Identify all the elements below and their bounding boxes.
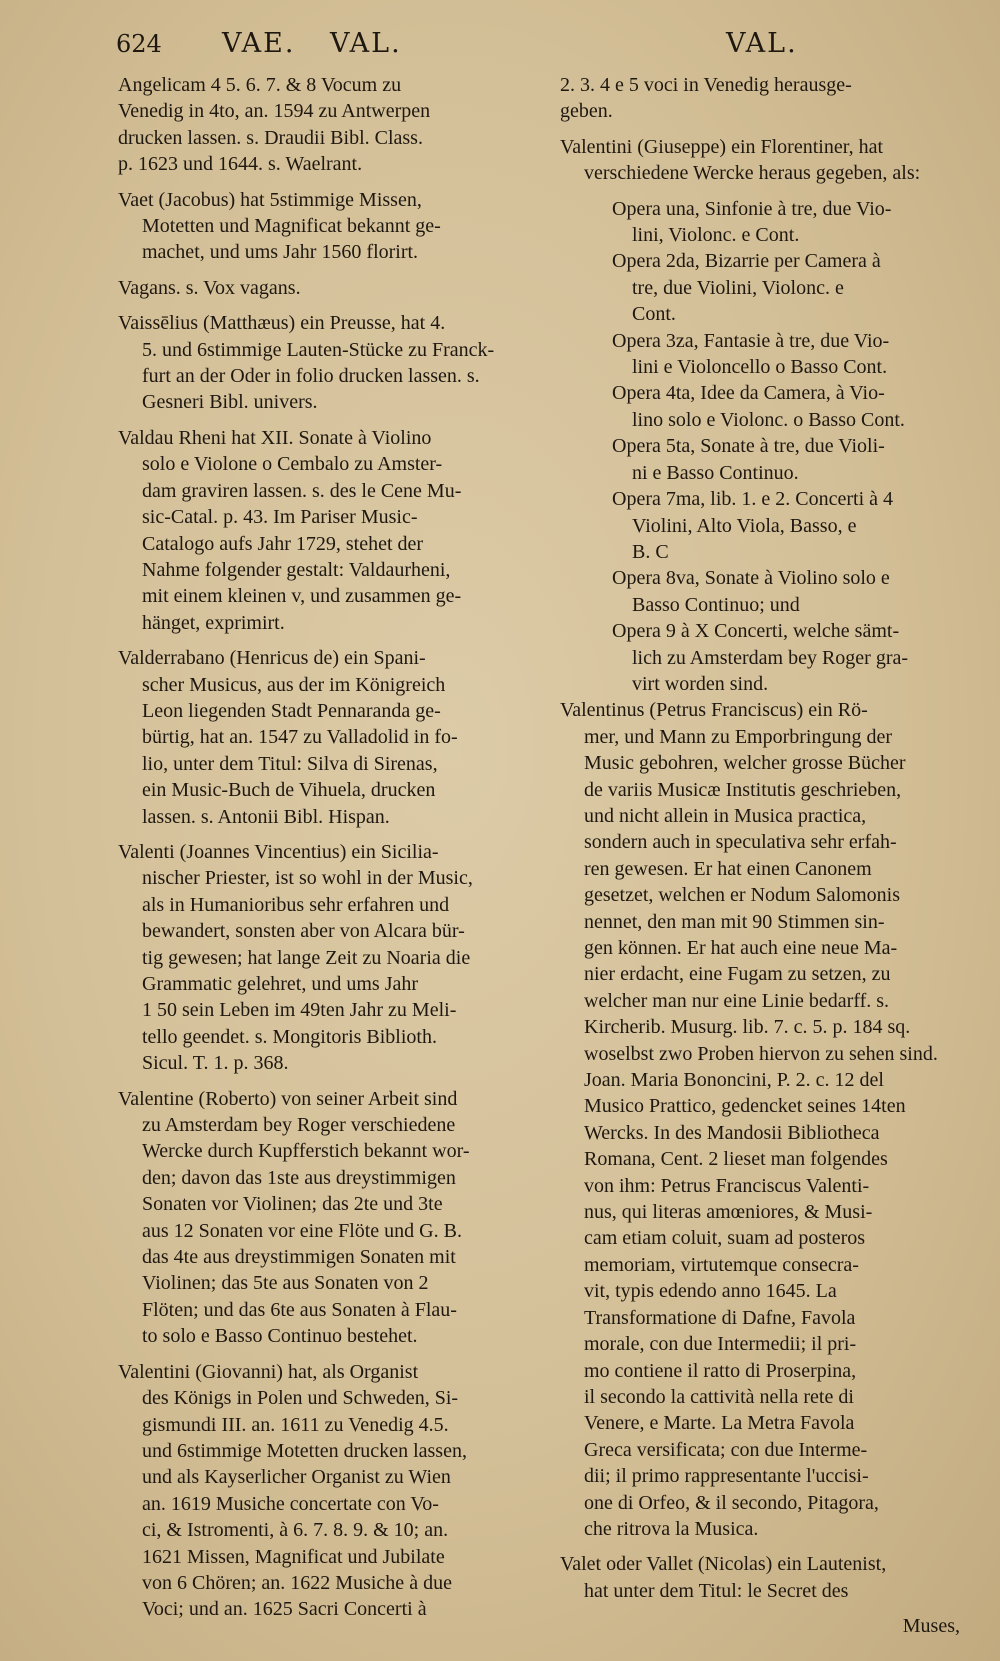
dictionary-entry (118, 425, 543, 636)
opera-list-item (560, 565, 960, 618)
text-line: tello geendet. s. Mongitoris Biblioth. (142, 1025, 437, 1048)
text-line: des Königs in Polen und Schweden, Si- (142, 1387, 459, 1410)
text-line: gen können. Er hat auch eine neue Ma- (584, 937, 898, 959)
text-line: morale, con due Intermedii; il pri- (584, 1333, 857, 1356)
opera-list-item (560, 618, 960, 697)
text-line: und 6stimmige Motetten drucken lassen, (142, 1439, 467, 1462)
text-line: mer, und Mann zu Emporbringung der (584, 725, 893, 748)
text-line: tre, due Violini, Violonc. e (632, 276, 844, 299)
text-line: Musico Prattico, gedencket seines 14ten (584, 1095, 906, 1118)
text-line: das 4te aus dreystimmigen Sonaten mit (142, 1246, 456, 1269)
text-line: Valentinus (Petrus Franciscus) ein Rö- (560, 699, 868, 722)
text-line: Valentini (Giovanni) hat, als Organist (118, 1360, 419, 1383)
text-line: nus, qui literas amœniores, & Musi- (584, 1201, 873, 1224)
text-line: ni e Basso Continuo. (632, 461, 799, 484)
text-line: 1621 Missen, Magnificat und Jubilate (142, 1545, 445, 1568)
text-line: ren gewesen. Er hat einen Canonem (584, 857, 872, 880)
text-line: Romana, Cent. 2 lieset man folgendes (584, 1148, 888, 1171)
text-line: Valentine (Roberto) von seiner Arbeit sind (118, 1087, 458, 1110)
text-line: Cont. (632, 303, 676, 326)
dictionary-entry (560, 72, 960, 125)
opera-list-item (560, 380, 960, 433)
text-line: drucken lassen. s. Draudii Bibl. Class. (118, 126, 423, 149)
text-line: lini e Violoncello o Basso Cont. (632, 356, 888, 379)
text-line: nier erdacht, eine Fugam zu setzen, zu (584, 963, 891, 986)
text-line: 2. 3. 4 e 5 voci in Venedig herausge- (560, 74, 852, 96)
text-line: Motetten und Magnificat bekannt ge- (142, 215, 441, 238)
text-line: von 6 Chören; an. 1622 Musiche à due (142, 1571, 452, 1594)
text-line: lassen. s. Antonii Bibl. Hispan. (142, 805, 390, 828)
text-line: sic-Catal. p. 43. Im Pariser Music- (142, 506, 418, 529)
text-line: Opera 9 à X Concerti, welche sämt- (612, 620, 900, 643)
text-line: Opera 4ta, Idee da Camera, à Vio- (612, 382, 885, 405)
text-line: lino solo e Violonc. o Basso Cont. (632, 408, 905, 431)
text-line: de variis Musicæ Institutis geschrieben, (584, 778, 902, 801)
text-line: Venere, e Marte. La Metra Favola (584, 1412, 855, 1435)
text-line: Opera 5ta, Sonate à tre, due Violi- (612, 435, 885, 458)
dictionary-entry (560, 1613, 960, 1639)
text-line: Sicul. T. 1. p. 368. (142, 1052, 289, 1075)
text-line: Grammatic gelehret, und ums Jahr (142, 973, 419, 995)
text-line: nischer Priester, ist so wohl in der Music, (142, 867, 473, 890)
running-header (0, 14, 1000, 64)
text-line: von ihm: Petrus Franciscus Valenti- (584, 1174, 870, 1197)
opera-list-item (560, 486, 960, 565)
text-line: 1 50 sein Leben im 49ten Jahr zu Meli- (142, 999, 457, 1022)
text-line: Valet oder Vallet (Nicolas) ein Lautenist, (560, 1553, 887, 1576)
text-line: p. 1623 und 1644. s. Waelrant. (118, 153, 363, 176)
text-line: Nahme folgender gestalt: Valdaurheni, (142, 558, 451, 581)
text-line: Muses, (902, 1615, 960, 1638)
opera-list-item (560, 328, 960, 381)
text-line: to solo e Basso Continuo bestehet. (142, 1325, 418, 1348)
text-line: Catalogo aufs Jahr 1729, stehet der (142, 532, 424, 555)
text-line: Wercks. In des Mandosii Bibliotheca (584, 1121, 880, 1144)
text-line: geben. (560, 100, 613, 123)
text-line: lini, Violonc. e Cont. (632, 224, 800, 247)
text-line: Leon liegenden Stadt Pennaranda ge- (142, 699, 441, 722)
text-line: vit, typis edendo anno 1645. La (584, 1280, 837, 1303)
dictionary-entry (560, 134, 960, 187)
text-line: ein Music-Buch de Vihuela, drucken (142, 779, 436, 802)
dictionary-entry (118, 1359, 543, 1623)
text-line: Venedig in 4to, an. 1594 zu Antwerpen (118, 100, 431, 123)
opera-list-item (560, 196, 960, 249)
text-line: memoriam, virtutemque consecra- (584, 1253, 859, 1276)
text-line: solo e Violone o Cembalo zu Amster- (142, 453, 443, 476)
text-line: furt an der Oder in folio drucken lassen. s. (142, 365, 480, 388)
text-line: Valdau Rheni hat XII. Sonate à Violino (118, 426, 432, 449)
text-line: zu Amsterdam bey Roger verschiedene (142, 1114, 456, 1137)
text-line: one di Orfeo, & il secondo, Pitagora, (584, 1491, 879, 1514)
text-line: dii; il primo rappresentante l'uccisi- (584, 1465, 869, 1488)
text-line: und nicht allein in Musica practica, (584, 804, 867, 827)
text-line: Vaet (Jacobus) hat 5stimmige Missen, (118, 188, 422, 211)
dictionary-entry (118, 72, 543, 178)
text-line: Valentini (Giuseppe) ein Florentiner, hat (560, 135, 883, 158)
text-line: lio, unter dem Titul: Silva di Sirenas, (142, 752, 438, 775)
text-line: Valenti (Joannes Vincentius) ein Sicilia- (118, 840, 439, 863)
text-line: Voci; und an. 1625 Sacri Concerti à (142, 1598, 427, 1621)
text-line: den; davon das 1ste aus dreystimmigen (142, 1166, 456, 1189)
text-line: Opera 2da, Bizarrie per Camera à (612, 250, 881, 273)
text-line: aus 12 Sonaten vor eine Flöte und G. B. (142, 1219, 462, 1242)
text-line: Joan. Maria Bononcini, P. 2. c. 12 del (584, 1069, 884, 1092)
text-line: nennet, den man mit 90 Stimmen sin- (584, 910, 885, 933)
dictionary-entry (560, 697, 960, 1542)
text-line: lich zu Amsterdam bey Roger gra- (632, 646, 909, 669)
text-line: 5. und 6stimmige Lauten-Stücke zu Franck- (142, 338, 495, 361)
dictionary-entry (560, 1551, 960, 1604)
page-number: 624 (116, 30, 162, 58)
header-left-title-2: VAL. (330, 28, 402, 59)
text-line: Violinen; das 5te aus Sonaten von 2 (142, 1272, 429, 1295)
text-line: und als Kayserlicher Organist zu Wien (142, 1466, 451, 1489)
dictionary-entry (118, 839, 543, 1077)
text-line: Transformatione di Dafne, Favola (584, 1306, 856, 1329)
text-line: sondern auch in speculativa sehr erfah- (584, 831, 897, 854)
text-line: Wercke durch Kupfferstich bekannt wor- (142, 1140, 470, 1163)
text-line: welcher man nur eine Linie bedarff. s. (584, 989, 890, 1012)
text-line: an. 1619 Musiche concertate con Vo- (142, 1492, 439, 1515)
text-line: Basso Continuo; und (632, 593, 800, 616)
text-line: ci, & Istromenti, à 6. 7. 8. 9. & 10; an. (142, 1519, 449, 1542)
dictionary-entry (118, 645, 543, 830)
text-line: Opera 8va, Sonate à Violino solo e (612, 567, 890, 590)
text-line: virt worden sind. (632, 672, 769, 695)
dictionary-entry (118, 275, 543, 301)
text-line: Valderrabano (Henricus de) ein Spani- (118, 647, 426, 670)
text-line: Angelicam 4 5. 6. 7. & 8 Vocum zu (118, 74, 402, 96)
header-right-title: VAL. (726, 28, 798, 59)
text-line: bürtig, hat an. 1547 zu Valladolid in fo- (142, 726, 458, 749)
text-line: Sonaten vor Violinen; das 2te und 3te (142, 1193, 443, 1216)
text-line: als in Humanioribus sehr erfahren und (142, 893, 450, 916)
text-line: verschiedene Wercke heraus gegeben, als: (584, 162, 921, 185)
text-line: Opera 3za, Fantasie à tre, due Vio- (612, 329, 890, 352)
text-line: scher Musicus, aus der im Königreich (142, 673, 446, 696)
text-line: woselbst zwo Proben hiervon zu sehen sind. (584, 1042, 938, 1065)
text-line: cam etiam coluit, suam ad posteros (584, 1227, 866, 1250)
header-left-title-1: VAE. (222, 28, 296, 59)
text-line: hat unter dem Titul: le Secret des (584, 1579, 849, 1602)
text-line: machet, und ums Jahr 1560 florirt. (142, 241, 419, 264)
text-line: Violini, Alto Viola, Basso, e (632, 514, 857, 537)
text-line: hänget, exprimirt. (142, 611, 285, 634)
text-line: dam graviren lassen. s. des le Cene Mu- (142, 479, 462, 502)
opera-list-item (560, 248, 960, 327)
text-line: il secondo la cattività nella rete di (584, 1385, 854, 1408)
text-line: mo contiene il ratto di Proserpina, (584, 1359, 857, 1382)
text-line: Vagans. s. Vox vagans. (118, 276, 301, 299)
right-column (560, 72, 960, 1640)
text-line: che ritrova la Musica. (584, 1517, 759, 1540)
opera-list-item (560, 433, 960, 486)
text-line: Opera una, Sinfonie à tre, due Vio- (612, 197, 892, 220)
dictionary-entry (118, 187, 543, 266)
text-line: tig gewesen; hat lange Zeit zu Noaria die (142, 946, 471, 969)
text-line: B. C (632, 540, 669, 563)
left-column (118, 72, 543, 1632)
text-line: Flöten; und das 6te aus Sonaten à Flau- (142, 1298, 457, 1321)
text-line: bewandert, sonsten aber von Alcara bür- (142, 920, 465, 943)
text-line: Kircherib. Musurg. lib. 7. c. 5. p. 184 sq. (584, 1016, 911, 1039)
text-line: Greca versificata; con due Interme- (584, 1438, 868, 1461)
text-line: Vaissēlius (Matthæus) ein Preusse, hat 4. (118, 312, 446, 335)
text-line: mit einem kleinen v, und zusammen ge- (142, 585, 462, 608)
text-line: Opera 7ma, lib. 1. e 2. Concerti à 4 (612, 488, 894, 511)
text-line: Music gebohren, welcher grosse Bücher (584, 752, 906, 775)
dictionary-entry (118, 310, 543, 416)
text-line: Gesneri Bibl. univers. (142, 391, 318, 414)
text-line: gesetzet, welchen er Nodum Salomonis (584, 884, 901, 907)
text-line: gismundi III. an. 1611 zu Venedig 4.5. (142, 1413, 449, 1436)
dictionary-entry (118, 1086, 543, 1350)
